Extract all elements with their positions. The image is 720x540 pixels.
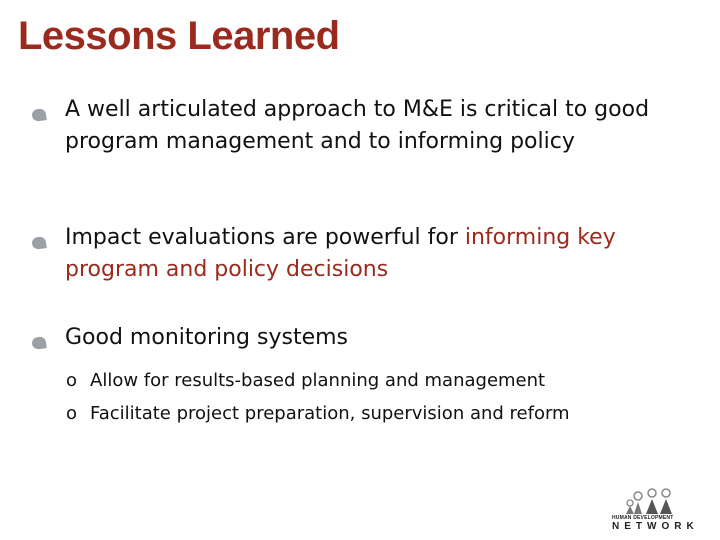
slide-title: Lessons Learned [18, 14, 340, 58]
bullet-text-3: Good monitoring systems [65, 325, 349, 350]
bullet-text-2-highlight: informing key program and policy decisions [65, 225, 616, 282]
sub-bullet-1 [66, 365, 545, 397]
human-development-network-logo [612, 488, 704, 532]
people-icon [612, 488, 704, 516]
bullet-text-1: A well articulated approach to M&E is critical to good program management and to informing policy [65, 97, 650, 154]
sub-bullet-marker: o [66, 370, 78, 391]
bullet-icon [31, 108, 47, 122]
logo-text-line1: HUMAN DEVELOPMENT [612, 515, 674, 521]
sub-bullet-marker: o [66, 403, 78, 424]
bullet-text-2 [65, 222, 672, 286]
sub-bullet-text-2: Facilitate project preparation, supervision and reform [90, 403, 570, 424]
bullet-item-1 [32, 94, 672, 158]
bullet-item-2 [32, 222, 672, 286]
sub-bullet-text-1: Allow for results-based planning and management [90, 370, 546, 391]
sub-bullet-2 [66, 398, 570, 430]
bullet-text-2-plain: Impact evaluations are powerful for [65, 225, 465, 250]
logo-text-line2: NETWORK [612, 521, 699, 532]
bullet-icon [31, 336, 47, 350]
bullet-item-3 [32, 322, 672, 354]
bullet-icon [31, 236, 47, 250]
